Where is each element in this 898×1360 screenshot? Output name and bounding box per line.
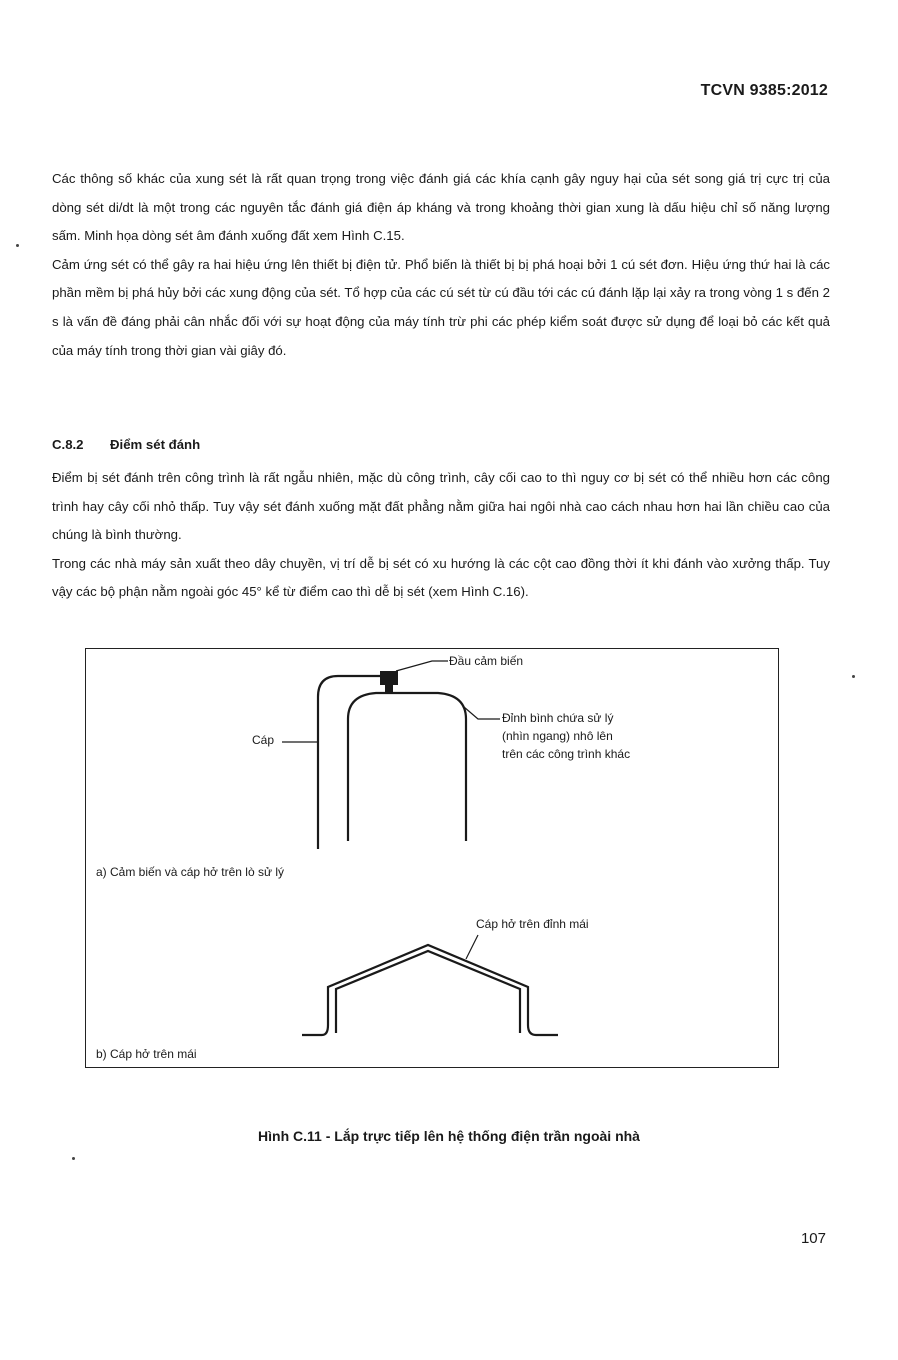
figure-drawing — [86, 649, 780, 1069]
paragraph-factory-lines: Trong các nhà máy sản xuất theo dây chuyền, vị trí dễ bị sét có xu hướng là các cột cao đồng thời ít khi đánh vào xưởng thấp. Tuy vậy các bộ phận nằm ngoài góc 45° kể từ điểm cao thì dễ bị sét (xem Hình C.16). — [52, 555, 830, 600]
tank-outline — [348, 693, 466, 841]
roof-cable-line — [336, 951, 520, 1033]
sensor-leader — [396, 661, 448, 671]
cable-label: Cáp — [252, 733, 275, 747]
scan-speck — [16, 244, 19, 247]
sensor-mount-icon — [385, 685, 393, 693]
body-text-section — [52, 464, 830, 607]
paragraph-strike-points: Điểm bị sét đánh trên công trình là rất ngẫu nhiên, mặc dù công trình, cây cối cao to thì nguy cơ bị sét có thể nhiều hơn các công trình hay cây cối nhỏ thấp. Tuy vậy sét đánh xuống mặt đất phẳng nằm giữa hai ngôi nhà cao cách nhau hơn hai lần chiều cao của chúng là bình thường. — [52, 470, 830, 543]
tank-leader — [464, 707, 500, 719]
figure-frame — [85, 648, 779, 1068]
paragraph-induced-effects: Cảm ứng sét có thể gây ra hai hiệu ứng lên thiết bị điện tử. Phổ biến là thiết bị bị phá hoại bởi 1 cú sét đơn. Hiệu ứng thứ hai là các phần mềm bị phá hủy bởi các xung động của sét. Tổ hợp của các cú sét từ cú đầu tới các cú đánh lặp lại xảy ra trong vòng 1 s đến 2 s là vấn đề đáng phải cân nhắc đối với sự hoạt động của máy tính trừ phi các phép kiểm soát được sử dụng để loại bỏ các kết quả của máy tính trong thời gian vài giây đó. — [52, 256, 830, 358]
roof-cable-leader — [466, 935, 478, 959]
part-a-caption: a) Cảm biến và cáp hở trên lò sử lý — [96, 865, 284, 879]
section-number: C.8.2 — [52, 437, 84, 452]
tank-label-line-1: Đỉnh bình chứa sử lý — [502, 711, 614, 725]
sensor-head-icon — [380, 671, 398, 685]
section-heading — [52, 437, 200, 452]
body-text-top — [52, 165, 830, 365]
standard-code: TCVN 9385:2012 — [700, 82, 828, 99]
tank-label-line-2: (nhìn ngang) nhô lên — [502, 729, 613, 743]
scan-speck — [72, 1157, 75, 1160]
section-title: Điểm sét đánh — [110, 437, 201, 452]
cable-line — [318, 676, 382, 849]
sensor-label: Đầu cảm biến — [449, 654, 524, 668]
page-number: 107 — [800, 1230, 826, 1247]
roof-diagram — [302, 935, 558, 1035]
roof-cable-label: Cáp hở trên đỉnh mái — [476, 917, 589, 931]
tank-label-line-3: trên các công trình khác — [502, 747, 631, 761]
part-b-caption: b) Cáp hở trên mái — [96, 1047, 197, 1061]
scan-speck — [852, 675, 855, 678]
figure-caption: Hình C.11 - Lắp trực tiếp lên hệ thống điện trần ngoài nhà — [258, 1128, 640, 1144]
paragraph-lightning-parameters: Các thông số khác của xung sét là rất quan trọng trong việc đánh giá các khía cạnh gây nguy hại của sét song giá trị cực trị của dòng sét di/dt là một trong các nguyên tắc đánh giá điện áp kháng và trong khoảng thời gian xung là dấu hiệu chỉ số năng lượng sấm. Minh họa dòng sét âm đánh xuống đất xem Hình C.15. — [52, 171, 830, 244]
